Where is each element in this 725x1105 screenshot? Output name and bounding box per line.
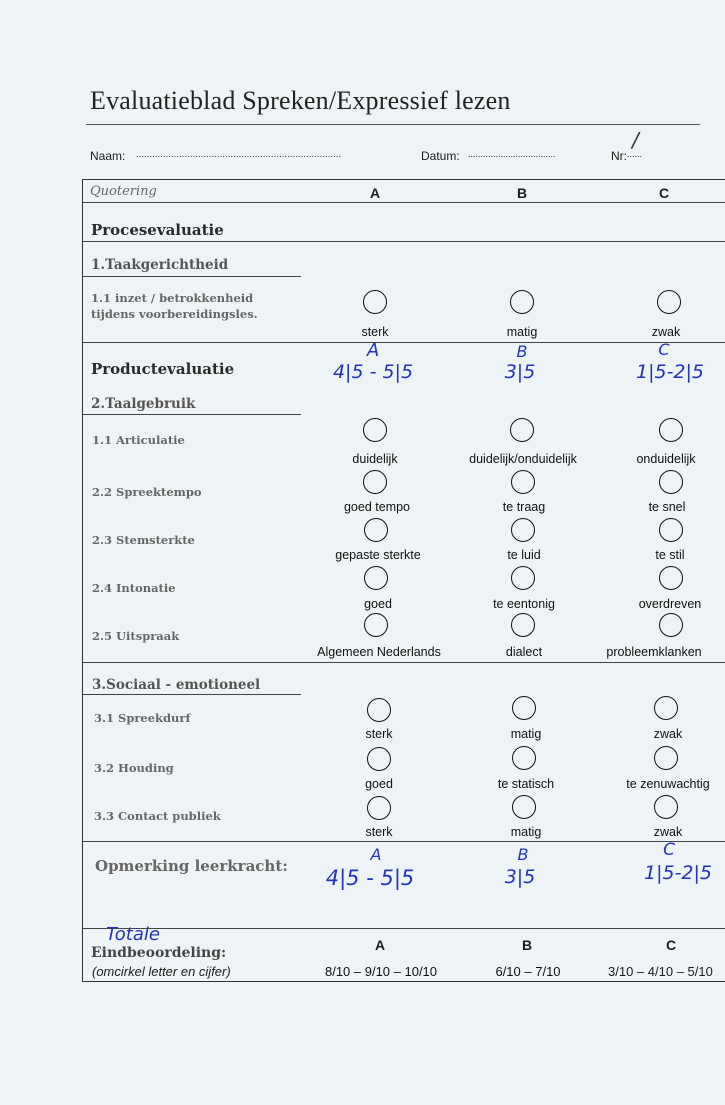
option-label: matig bbox=[506, 325, 538, 339]
nr-field[interactable]: ...... bbox=[627, 149, 643, 159]
taalgebruik-subtitle: 2.Taalgebruik bbox=[91, 396, 196, 412]
handwritten-score: 4|5 - 5|5 bbox=[325, 866, 415, 890]
final-grade-a[interactable]: A bbox=[374, 937, 386, 953]
option-label: probleemklanken bbox=[606, 645, 702, 659]
column-c-header: C bbox=[658, 185, 670, 201]
contact-publiek-label: 3.3 Contact publiek bbox=[94, 809, 221, 823]
option-circle[interactable] bbox=[363, 418, 387, 442]
handwritten-note: Totale bbox=[106, 924, 160, 945]
option-circle[interactable] bbox=[510, 418, 534, 442]
final-range-b[interactable]: 6/10 – 7/10 bbox=[495, 964, 561, 979]
handwritten-letter: A bbox=[370, 845, 382, 864]
option-label: goed tempo bbox=[343, 500, 411, 514]
option-circle[interactable] bbox=[511, 566, 535, 590]
inzet-label-line2: tijdens voorbereidingsles. bbox=[91, 307, 258, 321]
title-underline bbox=[86, 124, 700, 125]
option-label: matig bbox=[510, 727, 542, 741]
handwritten-letter: C bbox=[663, 840, 675, 860]
option-circle[interactable] bbox=[659, 613, 683, 637]
option-circle[interactable] bbox=[512, 696, 536, 720]
option-circle[interactable] bbox=[511, 518, 535, 542]
nr-label: Nr: bbox=[611, 149, 627, 163]
taakgerichtheid-subtitle: 1.Taakgerichtheid bbox=[91, 257, 229, 273]
handwritten-score: 3|5 bbox=[504, 866, 536, 888]
option-circle[interactable] bbox=[511, 613, 535, 637]
option-circle[interactable] bbox=[659, 518, 683, 542]
handwritten-letter: A bbox=[366, 340, 380, 361]
option-label: goed bbox=[365, 777, 393, 791]
option-circle[interactable] bbox=[659, 418, 683, 442]
naam-label: Naam: bbox=[90, 149, 126, 163]
houding-label: 3.2 Houding bbox=[94, 761, 174, 775]
option-circle[interactable] bbox=[363, 290, 387, 314]
option-label: te traag bbox=[502, 500, 546, 514]
option-label: te stil bbox=[655, 548, 685, 562]
naam-field[interactable]: ............................................................................ bbox=[136, 149, 342, 159]
option-label: sterk bbox=[365, 825, 393, 839]
stemsterkte-label: 2.3 Stemsterkte bbox=[92, 533, 195, 547]
handwritten-score: 3|5 bbox=[504, 361, 536, 383]
option-label: Algemeen Nederlands bbox=[317, 645, 441, 659]
option-circle[interactable] bbox=[364, 518, 388, 542]
spreektempo-label: 2.2 Spreektempo bbox=[92, 485, 202, 499]
final-range-c[interactable]: 3/10 – 4/10 – 5/10 bbox=[608, 964, 713, 979]
option-label: te snel bbox=[648, 500, 686, 514]
final-grade-b[interactable]: B bbox=[521, 937, 533, 953]
handwritten-letter: C bbox=[658, 340, 670, 359]
option-label: duidelijk bbox=[352, 452, 398, 466]
eindbeoordeling-title: Eindbeoordeling: bbox=[91, 945, 227, 961]
page-title: Evaluatieblad Spreken/Expressief lezen bbox=[90, 86, 511, 115]
productevaluatie-title: Productevaluatie bbox=[91, 360, 235, 378]
option-circle[interactable] bbox=[657, 290, 681, 314]
option-label: te zenuwachtig bbox=[626, 777, 710, 791]
inzet-label-line1: 1.1 inzet / betrokkenheid bbox=[91, 291, 254, 305]
option-label: zwak bbox=[651, 325, 681, 339]
option-label: overdreven bbox=[638, 597, 702, 611]
option-circle[interactable] bbox=[659, 566, 683, 590]
quotering-label: Quotering bbox=[90, 184, 157, 199]
opmerking-title: Opmerking leerkracht: bbox=[95, 857, 288, 875]
articulatie-label: 1.1 Articulatie bbox=[92, 433, 185, 447]
option-circle[interactable] bbox=[367, 796, 391, 820]
option-label: duidelijk/onduidelijk bbox=[469, 452, 577, 466]
option-circle[interactable] bbox=[367, 747, 391, 771]
option-label: matig bbox=[510, 825, 542, 839]
spreekdurf-label: 3.1 Spreekdurf bbox=[94, 711, 191, 725]
sociaal-subtitle: 3.Sociaal - emotioneel bbox=[92, 677, 261, 693]
option-label: te luid bbox=[507, 548, 541, 562]
procesevaluatie-title: Procesevaluatie bbox=[91, 221, 224, 239]
intonatie-label: 2.4 Intonatie bbox=[92, 581, 176, 595]
datum-field[interactable]: ................................... bbox=[468, 149, 556, 159]
option-circle[interactable] bbox=[363, 470, 387, 494]
option-circle[interactable] bbox=[654, 696, 678, 720]
option-circle[interactable] bbox=[510, 290, 534, 314]
option-circle[interactable] bbox=[654, 746, 678, 770]
option-circle[interactable] bbox=[512, 746, 536, 770]
handwritten-score: 1|5-2|5 bbox=[643, 862, 713, 884]
option-circle[interactable] bbox=[654, 795, 678, 819]
option-circle[interactable] bbox=[511, 470, 535, 494]
option-label: dialect bbox=[505, 645, 543, 659]
eindbeoordeling-instruction: (omcirkel letter en cijfer) bbox=[92, 964, 231, 979]
handwritten-letter: B bbox=[516, 342, 528, 361]
final-range-a[interactable]: 8/10 – 9/10 – 10/10 bbox=[324, 964, 438, 979]
option-label: te statisch bbox=[497, 777, 555, 791]
option-circle[interactable] bbox=[512, 795, 536, 819]
option-circle[interactable] bbox=[364, 566, 388, 590]
nr-hand-mark: / bbox=[632, 128, 639, 152]
column-b-header: B bbox=[516, 185, 528, 201]
option-label: goed bbox=[364, 597, 392, 611]
option-label: zwak bbox=[653, 825, 683, 839]
datum-label: Datum: bbox=[421, 149, 460, 163]
option-label: sterk bbox=[361, 325, 389, 339]
column-a-header: A bbox=[369, 185, 381, 201]
option-label: gepaste sterkte bbox=[335, 548, 421, 562]
option-circle[interactable] bbox=[659, 470, 683, 494]
handwritten-score: 1|5-2|5 bbox=[635, 361, 705, 383]
uitspraak-label: 2.5 Uitspraak bbox=[92, 629, 180, 643]
option-circle[interactable] bbox=[364, 613, 388, 637]
option-label: zwak bbox=[653, 727, 683, 741]
final-grade-c[interactable]: C bbox=[665, 937, 677, 953]
option-label: te eentonig bbox=[493, 597, 555, 611]
handwritten-score: 4|5 - 5|5 bbox=[332, 361, 414, 383]
option-label: sterk bbox=[365, 727, 393, 741]
option-circle[interactable] bbox=[367, 698, 391, 722]
option-label: onduidelijk bbox=[636, 452, 696, 466]
handwritten-letter: B bbox=[517, 845, 529, 864]
